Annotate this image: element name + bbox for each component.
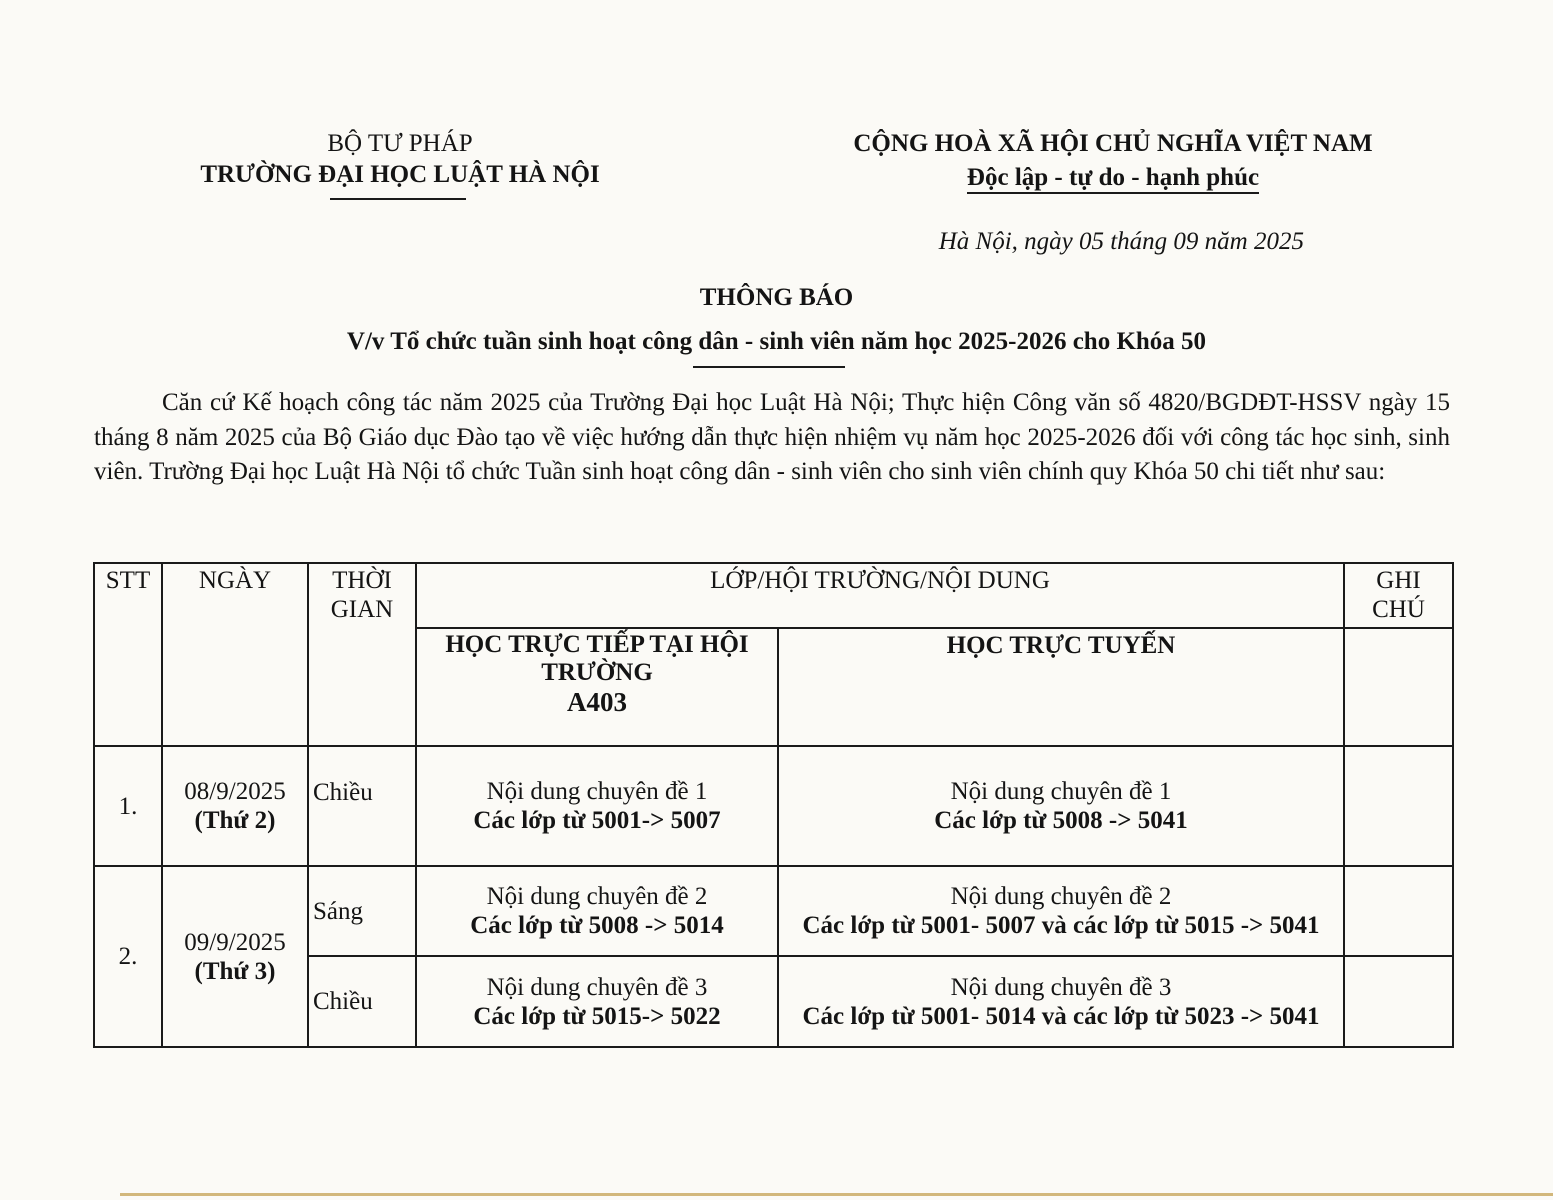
row-online-classes: Các lớp từ 5008 -> 5041 [934,807,1188,834]
row-weekday: (Thứ 3) [194,957,276,985]
row-offline [416,956,778,1047]
document-title: THÔNG BÁO [699,284,854,311]
header-offline-title: HỌC TRỰC TIẾP TẠI HỘI TRƯỜNG [445,631,749,686]
row-weekday: (Thứ 2) [194,807,276,834]
table-row [94,746,1453,866]
row-time: Chiều [308,956,416,1047]
row-online [778,746,1344,866]
document-subtitle: V/v Tổ chức tuần sinh hoạt công dân - sinh viên năm học 2025-2026 cho Khóa 50 [346,328,1207,355]
nation-name: CỘNG HOÀ XÃ HỘI CHỦ NGHĨA VIỆT NAM [853,130,1373,157]
header-date: NGÀY [162,563,308,746]
page-edge-line [120,1193,1553,1196]
header-offline [416,628,778,746]
row-date [162,866,308,1047]
header-note-empty [1344,628,1453,746]
ministry-name: BỘ TƯ PHÁP [327,130,473,157]
table-header-row [94,563,1453,628]
national-motto [850,162,1376,193]
row-date-value: 09/9/2025 [184,928,286,956]
school-name: TRƯỜNG ĐẠI HỌC LUẬT HÀ NỘI [200,161,600,188]
row-note [1344,956,1453,1047]
row-online-topic: Nội dung chuyên đề 2 [950,883,1172,910]
row-stt: 1. [94,746,162,866]
row-time: Sáng [308,866,416,956]
row-time [308,746,416,866]
header-group: LỚP/HỘI TRƯỜNG/NỘI DUNG [416,563,1344,628]
row-online-topic: Nội dung chuyên đề 3 [950,973,1172,1001]
row-online [778,866,1344,956]
row-offline-topic: Nội dung chuyên đề 3 [486,973,708,1001]
row-offline [416,746,778,866]
table-row [94,866,1453,956]
header-time: THỜI GIAN [308,563,416,746]
header-online: HỌC TRỰC TUYẾN [778,628,1344,746]
document-date: Hà Nội, ngày 05 tháng 09 năm 2025 [938,228,1304,255]
document-body: Căn cứ Kế hoạch công tác năm 2025 của Trường Đại học Luật Hà Nội; Thực hiện Công văn số 4820/BGDĐT-HSSV ngày 15 tháng 8 năm 2025 của Bộ Giáo dục Đào tạo về việc hướng dẫn thực hiện nhiệm vụ năm học 2025-2026 đối với công tác học sinh, sinh viên. Trường Đại học Luật Hà Nội tổ chức Tuần sinh hoạt công dân - sinh viên cho sinh viên chính quy Khóa 50 chi tiết như sau: [94,389,1450,485]
header-offline-room: A403 [567,687,627,717]
row-offline-topic: Nội dung chuyên đề 1 [486,778,708,805]
header-stt: STT [94,563,162,746]
row-note [1344,866,1453,956]
row-date-value: 08/9/2025 [184,778,286,805]
row-offline [416,866,778,956]
row-online-classes: Các lớp từ 5001- 5007 và các lớp từ 5015 -> 5041 [802,912,1320,939]
subtitle-underline [693,366,845,368]
row-online-classes: Các lớp từ 5001- 5014 và các lớp từ 5023 -> 5041 [802,1002,1320,1030]
row-online [778,956,1344,1047]
row-offline-classes: Các lớp từ 5015-> 5022 [473,1002,721,1030]
schedule-table [93,562,1454,1048]
row-time-value: Chiều [313,778,373,806]
row-note [1344,746,1453,866]
row-offline-topic: Nội dung chuyên đề 2 [486,883,708,910]
header-note: GHI CHÚ [1344,563,1453,628]
row-offline-classes: Các lớp từ 5008 -> 5014 [470,912,724,939]
row-date [162,746,308,866]
row-stt: 2. [94,866,162,1047]
row-online-topic: Nội dung chuyên đề 1 [950,778,1172,805]
row-offline-classes: Các lớp từ 5001-> 5007 [473,807,721,834]
school-underline [330,198,466,200]
motto-text: Độc lập - tự do - hạnh phúc [967,164,1259,194]
